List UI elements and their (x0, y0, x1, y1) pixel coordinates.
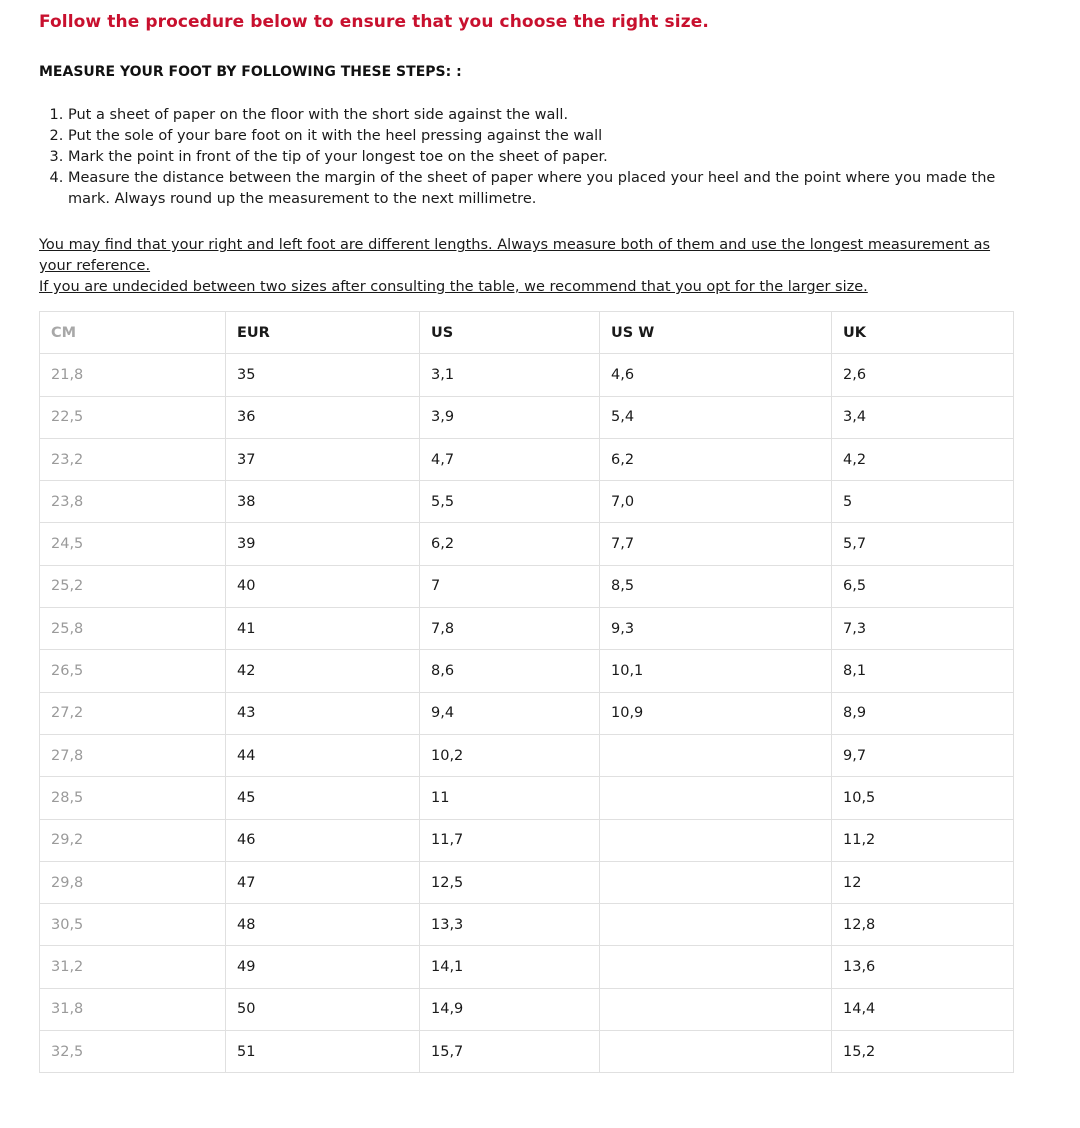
cell-us: 12,5 (420, 861, 600, 903)
cell-cm: 24,5 (40, 523, 226, 565)
cell-cm: 29,2 (40, 819, 226, 861)
cell-uk: 8,1 (832, 650, 1014, 692)
cell-eur: 44 (226, 734, 420, 776)
cell-eur: 42 (226, 650, 420, 692)
cell-us-w (600, 904, 832, 946)
cell-us: 11 (420, 777, 600, 819)
cell-us: 3,1 (420, 354, 600, 396)
cell-eur: 36 (226, 396, 420, 438)
cell-cm: 26,5 (40, 650, 226, 692)
cell-us-w: 5,4 (600, 396, 832, 438)
cell-us: 8,6 (420, 650, 600, 692)
cell-us-w: 10,1 (600, 650, 832, 692)
table-row (40, 650, 1014, 692)
cell-eur: 48 (226, 904, 420, 946)
cell-uk: 9,7 (832, 734, 1014, 776)
cell-us-w: 6,2 (600, 438, 832, 480)
cell-eur: 47 (226, 861, 420, 903)
table-body (40, 354, 1014, 1073)
step-item: 1. Put a sheet of paper on the floor with the short side against the wall. (68, 105, 1014, 126)
size-table (39, 311, 1014, 1073)
cell-us: 15,7 (420, 1031, 600, 1073)
cell-uk: 11,2 (832, 819, 1014, 861)
cell-eur: 50 (226, 988, 420, 1030)
cell-us: 10,2 (420, 734, 600, 776)
cell-us-w (600, 861, 832, 903)
cell-uk: 10,5 (832, 777, 1014, 819)
table-row (40, 819, 1014, 861)
table-row (40, 438, 1014, 480)
table-row (40, 354, 1014, 396)
cell-us-w: 7,7 (600, 523, 832, 565)
cell-eur: 49 (226, 946, 420, 988)
steps-heading: MEASURE YOUR FOOT BY FOLLOWING THESE STEPS: : (39, 64, 462, 80)
table-row (40, 565, 1014, 607)
cell-cm: 23,2 (40, 438, 226, 480)
table-row (40, 523, 1014, 565)
table-row (40, 481, 1014, 523)
table-row (40, 988, 1014, 1030)
steps-list (39, 105, 1014, 210)
cell-us: 7,8 (420, 608, 600, 650)
cell-us-w: 7,0 (600, 481, 832, 523)
header-us: US (420, 312, 600, 354)
cell-us: 9,4 (420, 692, 600, 734)
cell-us: 13,3 (420, 904, 600, 946)
cell-uk: 13,6 (832, 946, 1014, 988)
step-item: 3. Mark the point in front of the tip of your longest toe on the sheet of paper. (68, 147, 1014, 168)
cell-us-w (600, 988, 832, 1030)
header-uk: UK (832, 312, 1014, 354)
table-row (40, 692, 1014, 734)
cell-cm: 27,2 (40, 692, 226, 734)
cell-cm: 32,5 (40, 1031, 226, 1073)
table-row (40, 777, 1014, 819)
cell-us: 5,5 (420, 481, 600, 523)
cell-us-w (600, 734, 832, 776)
table-row (40, 861, 1014, 903)
cell-us-w: 8,5 (600, 565, 832, 607)
cell-eur: 35 (226, 354, 420, 396)
header-us-w: US W (600, 312, 832, 354)
cell-uk: 14,4 (832, 988, 1014, 1030)
cell-uk: 2,6 (832, 354, 1014, 396)
step-item: 4. Measure the distance between the margin of the sheet of paper where you placed your heel and the point where you made the mark. Always round up the measurement to the next millimetre. (68, 168, 1014, 210)
cell-uk: 5,7 (832, 523, 1014, 565)
table-row (40, 608, 1014, 650)
cell-uk: 6,5 (832, 565, 1014, 607)
cell-cm: 31,2 (40, 946, 226, 988)
cell-uk: 4,2 (832, 438, 1014, 480)
header-cm: CM (40, 312, 226, 354)
notes (39, 235, 1014, 298)
header-eur: EUR (226, 312, 420, 354)
cell-us-w (600, 1031, 832, 1073)
cell-eur: 51 (226, 1031, 420, 1073)
cell-cm: 28,5 (40, 777, 226, 819)
cell-eur: 37 (226, 438, 420, 480)
cell-uk: 12,8 (832, 904, 1014, 946)
cell-uk: 15,2 (832, 1031, 1014, 1073)
cell-us: 11,7 (420, 819, 600, 861)
cell-us: 14,1 (420, 946, 600, 988)
cell-cm: 30,5 (40, 904, 226, 946)
cell-us-w: 9,3 (600, 608, 832, 650)
cell-us-w (600, 946, 832, 988)
cell-eur: 38 (226, 481, 420, 523)
cell-uk: 12 (832, 861, 1014, 903)
cell-cm: 22,5 (40, 396, 226, 438)
table-row (40, 734, 1014, 776)
cell-eur: 43 (226, 692, 420, 734)
cell-cm: 23,8 (40, 481, 226, 523)
cell-eur: 45 (226, 777, 420, 819)
cell-us: 3,9 (420, 396, 600, 438)
note-different-lengths: You may find that your right and left foot are different lengths. Always measure both of them and use the longest measurement as your reference. (39, 237, 991, 274)
cell-us: 6,2 (420, 523, 600, 565)
cell-cm: 21,8 (40, 354, 226, 396)
cell-eur: 39 (226, 523, 420, 565)
headline: Follow the procedure below to ensure that you choose the right size. (39, 12, 709, 32)
table-row (40, 1031, 1014, 1073)
cell-eur: 41 (226, 608, 420, 650)
cell-us-w: 4,6 (600, 354, 832, 396)
cell-us-w (600, 819, 832, 861)
cell-us: 14,9 (420, 988, 600, 1030)
table-row (40, 946, 1014, 988)
cell-uk: 7,3 (832, 608, 1014, 650)
cell-eur: 40 (226, 565, 420, 607)
cell-cm: 25,8 (40, 608, 226, 650)
cell-cm: 29,8 (40, 861, 226, 903)
cell-us-w (600, 777, 832, 819)
cell-cm: 27,8 (40, 734, 226, 776)
cell-cm: 31,8 (40, 988, 226, 1030)
cell-us: 7 (420, 565, 600, 607)
table-header-row (40, 312, 1014, 354)
step-item: 2. Put the sole of your bare foot on it with the heel pressing against the wall (68, 126, 1014, 147)
cell-us-w: 10,9 (600, 692, 832, 734)
cell-us: 4,7 (420, 438, 600, 480)
cell-eur: 46 (226, 819, 420, 861)
table-row (40, 396, 1014, 438)
cell-cm: 25,2 (40, 565, 226, 607)
cell-uk: 5 (832, 481, 1014, 523)
table-row (40, 904, 1014, 946)
note-larger-size: If you are undecided between two sizes after consulting the table, we recommend that you opt for the larger size. (39, 279, 868, 295)
cell-uk: 3,4 (832, 396, 1014, 438)
cell-uk: 8,9 (832, 692, 1014, 734)
